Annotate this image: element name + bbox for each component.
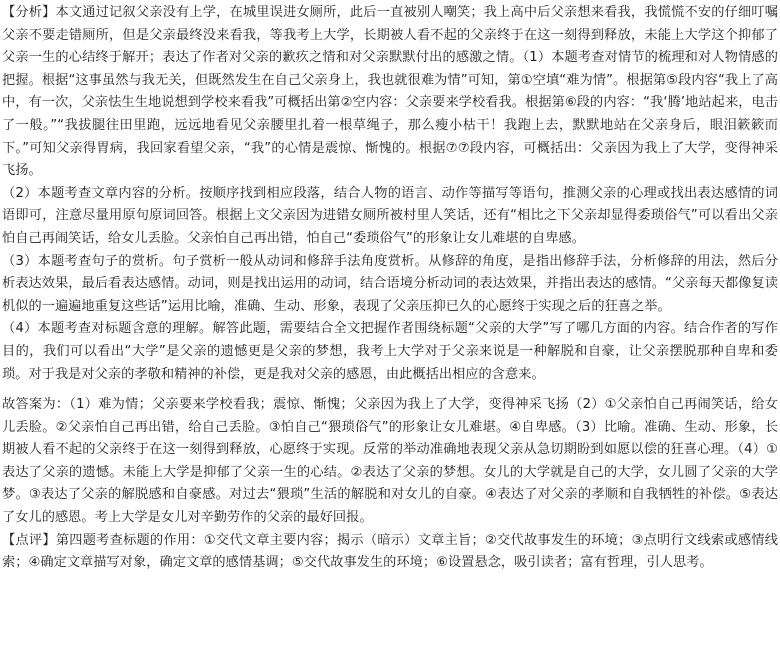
analysis-q4-paragraph: （4）本题考查对标题含意的理解。解答此题，需要结合全文把握作者围绕标题“父亲的大学”写了哪几方面的内容。结合作者的写作目的，我们可以看出“大学”是父亲的遗憾更是父亲的梦想，我考上大学对于父亲来说是一种解脱和自豪，让父亲摆脱那种自卑和委琐。对于我是对父亲的孝敬和精神的补偿，更是我对父亲的感恩，由此概括出相应的含意来。: [2, 321, 778, 382]
answer-paragraph: 故答案为：（1）难为情；父亲要来学校看我；震惊、惭愧；父亲因为我上了大学，变得神采飞扬（2）①父亲怕自己再闹笑话，给女儿丢脸。②父亲怕自己再出错，给自己丢脸。③怕自己“猥琐俗气”的形象让女儿难堪。④自卑感。（3）比喻。准确、生动、形象，长期被人看不起的父亲终于在这一刻得到释放，心愿终于实现。反常的举动准确地表现父亲从急切期盼到如愿以偿的狂喜心理。（4）①表达了父亲的遗憾。未能上大学是抑郁了父亲一生的心结。②表达了父亲的梦想。女儿的大学就是自己的大学，女儿圆了父亲的大学梦。③表达了父亲的解脱感和自豪感。对过去“猥琐”生活的解脱和对女儿的自豪。④表达了对父亲的孝顺和自我牺牲的补偿。⑤表达了女儿的感恩。考上大学是女儿对辛勤劳作的父亲的最好回报。: [2, 397, 778, 526]
analysis-q2-paragraph: （2）本题考查文章内容的分析。按顺序找到相应段落，结合人物的语言、动作等描写等语句，推测父亲的心理或找出表达感情的词语即可，注意尽量用原句原词回答。根据上文父亲因为进错女厕所被村里人笑话，还有“相比之下父亲却显得委琐俗气”可以看出父亲怕自己再闹笑话，给女儿丢脸。父亲怕自己再出错，怕自己“委琐俗气”的形象让女儿难堪的自卑感。: [2, 185, 778, 246]
analysis-intro-paragraph: 【分析】本文通过记叙父亲没有上学，在城里误进女厕所，此后一直被别人嘲笑；我上高中后父亲想来看我，我慌慌不安的仔细叮嘱父亲不要走错厕所，但是父亲最终没来看我，等我考上大学，长期被人看不起的父亲终于在这一刻得到释放，未能上大学这个抑郁了父亲一生的心结终于解开；表达了作者对父亲的歉疚之情和对父亲默默付出的感激之情。（1）本题考查对情节的梳理和对人物情感的把握。根据“这事虽然与我无关，但既然发生在自己父亲身上，我也就很难为情”可知，第①空填“难为情”。根据第⑤段内容“我上了高中，有一次，父亲怯生生地说想到学校来看我”可概括出第②空内容：父亲要来学校看我。根据第⑥段的内容：“我‘腾’地站起来，电击了一般。”“我拔腿往田里跑，远远地看见父亲腰里扎着一根草绳子，那么瘦小枯干！我跑上去，默默地站在父亲身后，眼泪簌簌而下。”可知父亲得胃病，我回家看望父亲，“我”的心情是震惊、惭愧的。根据⑦⑦段内容，可概括出：父亲因为我上了大学，变得神采飞扬。: [2, 5, 778, 179]
analysis-q3-paragraph: （3）本题考查句子的赏析。句子赏析一般从动词和修辞手法角度赏析。从修辞的角度，是指出修辞手法，分析修辞的用法，然后分析表达效果，最后看表达感情。动词，则是找出运用的动词，结合语境分析动词的表达效果，并指出表达的感情。“父亲每天都像复读机似的一遍遍地重复这些话”运用比喻，准确、生动、形象，表现了父亲压抑已久的心愿终于实现之后的狂喜之举。: [2, 253, 778, 314]
section-spacer: [2, 386, 778, 394]
comment-paragraph: 【点评】第四题考查标题的作用：①交代文章主要内容；揭示（暗示）文章主旨；②交代故事发生的环境；③点明行文线索或感情线索；④确定文章描写对象，确定文章的感情基调；⑤交代故事发生的环境；⑥设置悬念，吸引读者；富有哲理，引人思考。: [2, 532, 778, 571]
